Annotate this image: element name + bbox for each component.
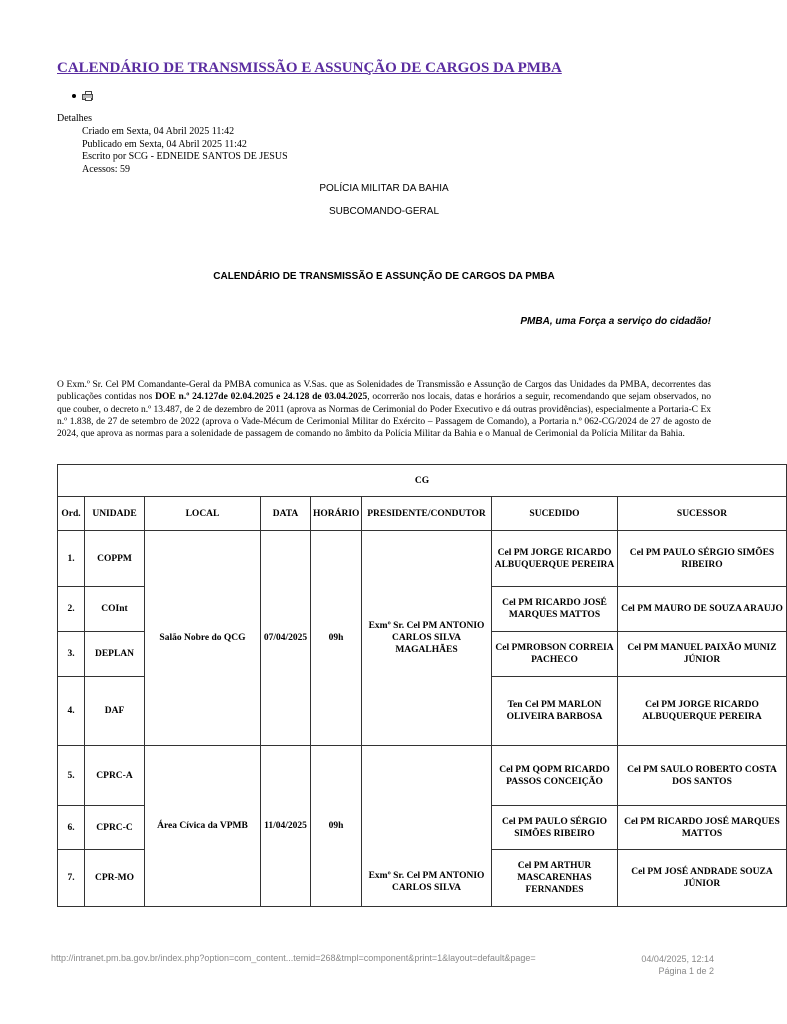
horario-cell: 09h (311, 746, 362, 907)
paragraph-text-1: O Exm.º Sr. Cel PM Comandante-Geral da PMBA comunica as V.Sas. que as Solenidades de Transmissão e Assunção de Cargos das Unidades da PMBA, decorrentes das publicações contidas nos (57, 380, 711, 403)
sucessor-cell: Cel PM RICARDO JOSÉ MARQUES MATTOS (618, 806, 787, 850)
sucessor-cell: Cel PM MANUEL PAIXÃO MUNIZ JÚNIOR (618, 632, 787, 677)
footer-page-number: Página 1 de 2 (658, 966, 714, 976)
horario-cell: 09h (311, 531, 362, 746)
ord-cell: 5. (58, 746, 85, 806)
sucedido-cell: Cel PM ARTHUR MASCARENHAS FERNANDES (492, 850, 618, 907)
schedule-table-wrapper (57, 464, 783, 906)
table-row (58, 531, 787, 587)
presidente-cell: Exmº Sr. Cel PM ANTONIO CARLOS SILVA (362, 746, 492, 907)
paragraph-text-2: , ocorrerão nos locais, datas e horários a seguir, recomendando que sejam observados, no que couber, o decreto n.º 13.487, de 2 de dezembro de 2011 (aprova as Normas de Cerimonial do Poder Executivo e dá outras providências), especialmente a Portaria-C Ex n.º 1.838, de 27 de setembro de 2022 (aprova o Vade-Mécum de Cerimonial Militar do Exército – Passagem de Comando), a Portaria n.º 062-CG/2024 de 27 de agosto de 2024, que aprova as normas para a solenidade de passagem de comando no âmbito da Polícia Militar da Bahia e o Manual de Cerimonial da Polícia Militar da Bahia. (57, 392, 712, 440)
col-ord: Ord. (58, 497, 85, 531)
author: Escrito por SCG - EDNEIDE SANTOS DE JESUS (82, 151, 288, 163)
article-details (57, 113, 288, 177)
header-row (58, 497, 787, 531)
created-date: Criado em Sexta, 04 Abril 2025 11:42 (82, 125, 235, 137)
unidade-cell: CPRC-A (85, 746, 145, 806)
presidente-cell: Exmº Sr. Cel PM ANTONIO CARLOS SILVA MAGALHÃES (362, 531, 492, 746)
sucessor-cell: Cel PM PAULO SÉRGIO SIMÕES RIBEIRO (618, 531, 787, 587)
published-date: Publicado em Sexta, 04 Abril 2025 11:42 (82, 138, 247, 150)
footer-meta (641, 953, 714, 977)
schedule-table (57, 464, 787, 907)
details-heading: Detalhes (57, 113, 92, 124)
intro-paragraph (57, 379, 711, 440)
data-cell: 11/04/2025 (261, 746, 311, 907)
col-unidade: UNIDADE (85, 497, 145, 531)
col-local: LOCAL (145, 497, 261, 531)
footer-datetime: 04/04/2025, 12:14 (641, 954, 714, 964)
sucessor-cell: Cel PM JORGE RICARDO ALBUQUERQUE PEREIRA (618, 677, 787, 746)
motto: PMBA, uma Força a serviço do cidadão! (520, 316, 711, 327)
unidade-cell: COInt (85, 587, 145, 632)
data-cell: 07/04/2025 (261, 531, 311, 746)
print-list (72, 91, 93, 101)
col-sucedido: SUCEDIDO (492, 497, 618, 531)
sucedido-cell: Cel PM RICARDO JOSÉ MARQUES MATTOS (492, 587, 618, 632)
col-horario: HORÁRIO (311, 497, 362, 531)
article-title-link[interactable]: CALENDÁRIO DE TRANSMISSÃO E ASSUNÇÃO DE CARGOS DA PMBA (57, 60, 562, 76)
sucedido-cell: Cel PM JORGE RICARDO ALBUQUERQUE PEREIRA (492, 531, 618, 587)
sucessor-cell: Cel PM JOSÉ ANDRADE SOUZA JÚNIOR (618, 850, 787, 907)
unidade-cell: COPPM (85, 531, 145, 587)
sucedido-cell: Cel PMROBSON CORREIA PACHECO (492, 632, 618, 677)
section-header: CG (58, 465, 787, 497)
ord-cell: 6. (58, 806, 85, 850)
ord-cell: 1. (58, 531, 85, 587)
sucedido-cell: Cel PM QOPM RICARDO PASSOS CONCEIÇÃO (492, 746, 618, 806)
org-name: POLÍCIA MILITAR DA BAHIA (319, 183, 449, 194)
local-cell: Salão Nobre do QCG (145, 531, 261, 746)
ord-cell: 2. (58, 587, 85, 632)
unidade-cell: CPR-MO (85, 850, 145, 907)
sub-command: SUBCOMANDO-GERAL (328, 206, 439, 217)
ord-cell: 3. (58, 632, 85, 677)
table-row (58, 746, 787, 806)
local-cell: Área Cívica da VPMB (145, 746, 261, 907)
unidade-cell: DEPLAN (85, 632, 145, 677)
printer-icon[interactable] (82, 91, 93, 101)
footer-url: http://intranet.pm.ba.gov.br/index.php?option=com_content...temid=268&tmpl=component&print=1&layout=default&page= (51, 953, 536, 963)
col-sucessor: SUCESSOR (618, 497, 787, 531)
unidade-cell: DAF (85, 677, 145, 746)
ord-cell: 7. (58, 850, 85, 907)
paragraph-bold-doe: DOE n.º 24.127de 02.04.2025 e 24.128 de 03.04.2025 (155, 392, 368, 403)
sucedido-cell: Cel PM PAULO SÉRGIO SIMÕES RIBEIRO (492, 806, 618, 850)
unidade-cell: CPRC-C (85, 806, 145, 850)
ord-cell: 4. (58, 677, 85, 746)
bullet (72, 94, 76, 98)
sucedido-cell: Ten Cel PM MARLON OLIVEIRA BARBOSA (492, 677, 618, 746)
hit-count: Acessos: 59 (82, 164, 131, 176)
document-heading: CALENDÁRIO DE TRANSMISSÃO E ASSUNÇÃO DE CARGOS DA PMBA (213, 271, 555, 282)
sucessor-cell: Cel PM SAULO ROBERTO COSTA DOS SANTOS (618, 746, 787, 806)
col-data: DATA (261, 497, 311, 531)
sucessor-cell: Cel PM MAURO DE SOUZA ARAUJO (618, 587, 787, 632)
col-presidente: PRESIDENTE/CONDUTOR (362, 497, 492, 531)
